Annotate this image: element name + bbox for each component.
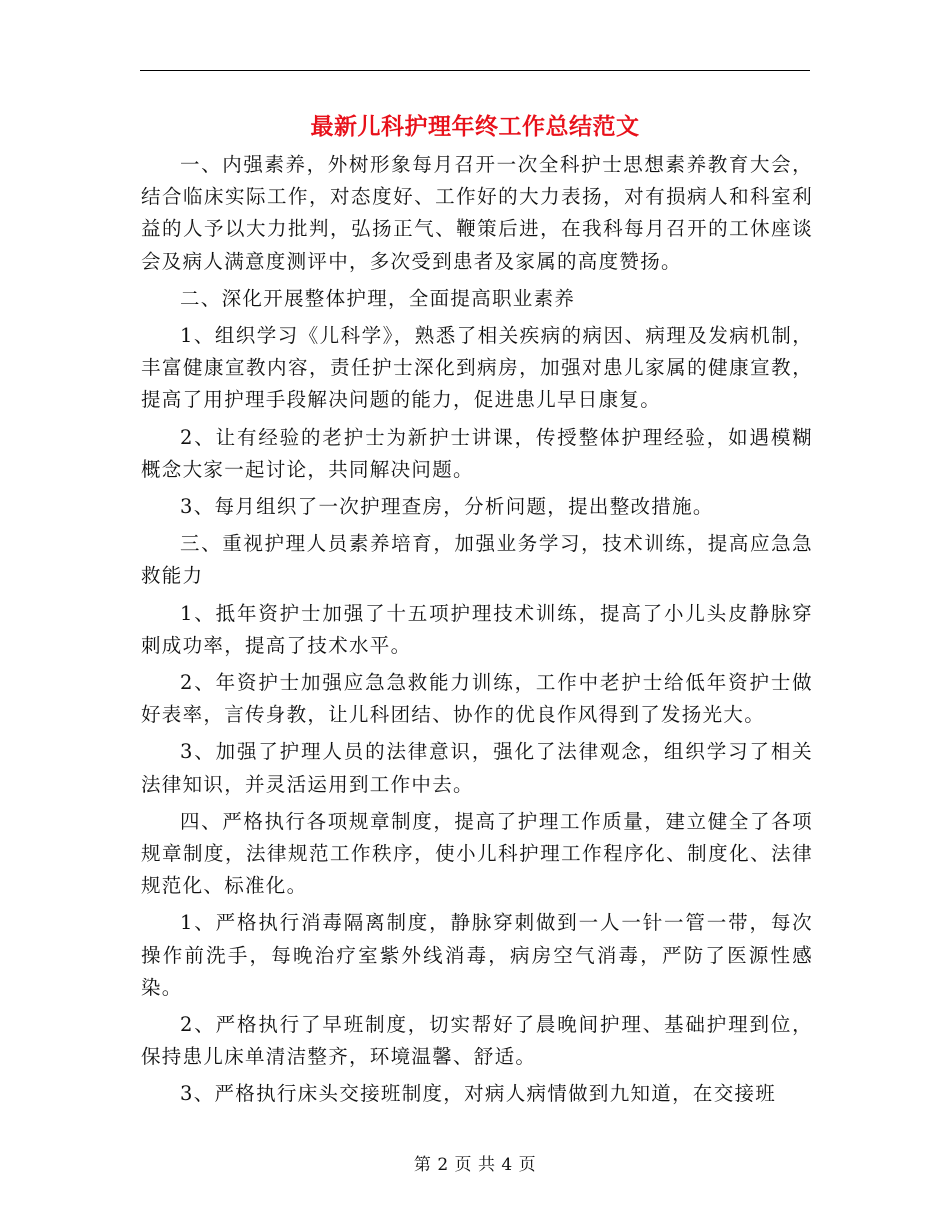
section-heading: 三、重视护理人员素养培育，加强业务学习，技术训练，提高应急急救能力 xyxy=(141,532,813,588)
section-heading: 四、严格执行各项规章制度，提高了护理工作质量，建立健全了各项规章制度，法律规范工作秩序，使小儿科护理工作程序化、制度化、法律规范化、标准化。 xyxy=(141,809,813,898)
paragraph: 1、严格执行消毒隔离制度，静脉穿刺做到一人一针一管一带，每次操作前洗手，每晚治疗室紫外线消毒，病房空气消毒，严防了医源性感染。 xyxy=(141,911,813,999)
footer-suffix: 页 xyxy=(518,1155,537,1175)
paragraph: 3、严格执行床头交接班制度，对病人病情做到九知道，在交接班 xyxy=(180,1082,777,1106)
paragraph: 3、每月组织了一次护理查房，分析问题，提出整改措施。 xyxy=(180,495,714,519)
paragraph: 1、组织学习《儿科学》，熟悉了相关疾病的病因、病理及发病机制，丰富健康宣教内容，责任护士深化到病房，加强对患儿家属的健康宣教，提高了用护理手段解决问题的能力，促进患儿早日康复。 xyxy=(141,324,813,412)
paragraph: 一、内强素养，外树形象每月召开一次全科护士思想素养教育大会，结合临床实际工作，对态度好、工作好的大力表扬，对有损病人和科室利益的人予以大力批判，弘扬正气、鞭策后进，在我科每月召开的工休座谈会及病人满意度测评中，多次受到患者及家属的高度赞扬。 xyxy=(141,153,813,273)
footer-middle: 页 共 xyxy=(454,1155,496,1175)
paragraph: 2、让有经验的老护士为新护士讲课，传授整体护理经验，如遇模糊概念大家一起讨论，共同解决问题。 xyxy=(141,425,813,481)
header-rule xyxy=(140,70,810,71)
section-heading: 二、深化开展整体护理，全面提高职业素养 xyxy=(180,286,576,310)
paragraph: 1、抵年资护士加强了十五项护理技术训练，提高了小儿头皮静脉穿刺成功率，提高了技术水平。 xyxy=(141,601,813,657)
document-body xyxy=(141,149,813,1116)
document-title: 最新儿科护理年终工作总结范文 xyxy=(310,113,640,140)
footer-prefix: 第 xyxy=(413,1155,432,1175)
paragraph: 3、加强了护理人员的法律意识，强化了法律观念，组织学习了相关法律知识，并灵活运用到工作中去。 xyxy=(141,740,813,796)
paragraph: 2、年资护士加强应急急救能力训练，工作中老护士给低年资护士做好表率，言传身教，让儿科团结、协作的优良作风得到了发扬光大。 xyxy=(141,671,813,727)
footer-total-pages: 4 xyxy=(501,1155,513,1175)
footer-page-number: 2 xyxy=(437,1155,449,1175)
page-footer xyxy=(0,1153,950,1177)
paragraph: 2、严格执行了早班制度，切实帮好了晨晚间护理、基础护理到位，保持患儿床单清洁整齐，环境温馨、舒适。 xyxy=(141,1013,813,1069)
